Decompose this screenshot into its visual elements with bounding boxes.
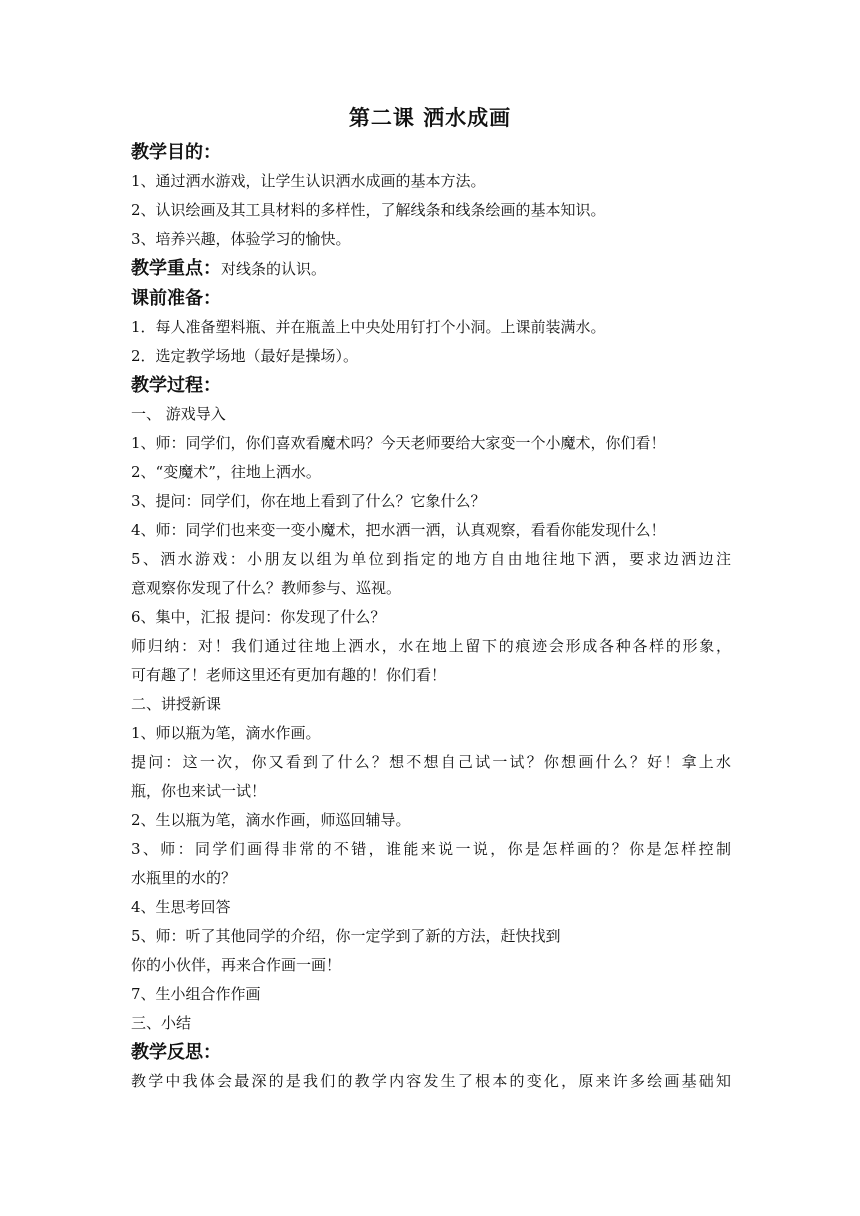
- process-line: 你的小伙伴，再来合作画一画！: [131, 956, 342, 974]
- focus-text: 对线条的认识。: [221, 260, 327, 278]
- process-line: 提问：这一次，你又看到了什么？想不想自己试一试？你想画什么？好！拿上水: [131, 753, 731, 771]
- process-line: 4、师：同学们也来变一变小魔术，把水洒一洒，认真观察，看看你能发现什么！: [131, 521, 666, 539]
- process-line: 6、集中，汇报 提问：你发现了什么？: [131, 608, 386, 626]
- preparation-item: 2．选定教学场地（最好是操场）。: [131, 347, 359, 365]
- process-line: 3、提问：同学们，你在地上看到了什么？它象什么？: [131, 492, 486, 510]
- process-line: 2、“变魔术”，往地上洒水。: [131, 463, 321, 481]
- reflection-text: 教学中我体会最深的是我们的教学内容发生了根本的变化，原来许多绘画基础知: [131, 1072, 731, 1090]
- process-line: 可有趣了！老师这里还有更加有趣的！你们看！: [131, 666, 447, 684]
- process-line: 2、生以瓶为笔，滴水作画，师巡回辅导。: [131, 811, 411, 829]
- objective-item: 2、认识绘画及其工具材料的多样性，了解线条和线条绘画的基本知识。: [131, 201, 606, 219]
- preparation-item: 1．每人准备塑料瓶、并在瓶盖上中央处用钉打个小洞。上课前装满水。: [131, 318, 606, 336]
- process-line: 5、洒水游戏：小朋友以组为单位到指定的地方自由地往地下洒，要求边洒边注: [131, 550, 731, 568]
- focus-heading: 教学重点：: [131, 258, 221, 279]
- process-line: 3、师：同学们画得非常的不错，谁能来说一说，你是怎样画的？你是怎样控制: [131, 840, 731, 858]
- objectives-heading: 教学目的：: [131, 142, 221, 163]
- objective-item: 3、培养兴趣，体验学习的愉快。: [131, 230, 351, 248]
- process-line: 师归纳：对！我们通过往地上洒水，水在地上留下的痕迹会形成各种各样的形象，: [131, 637, 731, 655]
- focus-row: [131, 254, 731, 284]
- process-line: 1、师：同学们，你们喜欢看魔术吗？今天老师要给大家变一个小魔术，你们看！: [131, 434, 666, 452]
- process-line: 一、 游戏导入: [131, 405, 226, 423]
- process-line: 1、师以瓶为笔，滴水作画。: [131, 724, 321, 742]
- lesson-body: [131, 138, 731, 1096]
- process-line: 二、讲授新课: [131, 695, 222, 713]
- process-heading: 教学过程：: [131, 375, 221, 396]
- process-line: 7、生小组合作作画: [131, 985, 261, 1003]
- process-line: 4、生思考回答: [131, 898, 231, 916]
- process-line: 5、师：听了其他同学的介绍，你一定学到了新的方法，赶快找到: [131, 927, 561, 945]
- objective-item: 1、通过洒水游戏，让学生认识洒水成画的基本方法。: [131, 172, 486, 190]
- process-line: 意观察你发现了什么？教师参与、巡视。: [131, 579, 402, 597]
- process-line: 三、小结: [131, 1014, 192, 1032]
- lesson-title: 第二课 洒水成画: [348, 105, 512, 130]
- process-line: 水瓶里的水的？: [131, 869, 237, 887]
- process-line: 瓶，你也来试一试！: [131, 782, 267, 800]
- preparation-heading: 课前准备：: [131, 288, 221, 309]
- reflection-heading: 教学反思：: [131, 1042, 221, 1063]
